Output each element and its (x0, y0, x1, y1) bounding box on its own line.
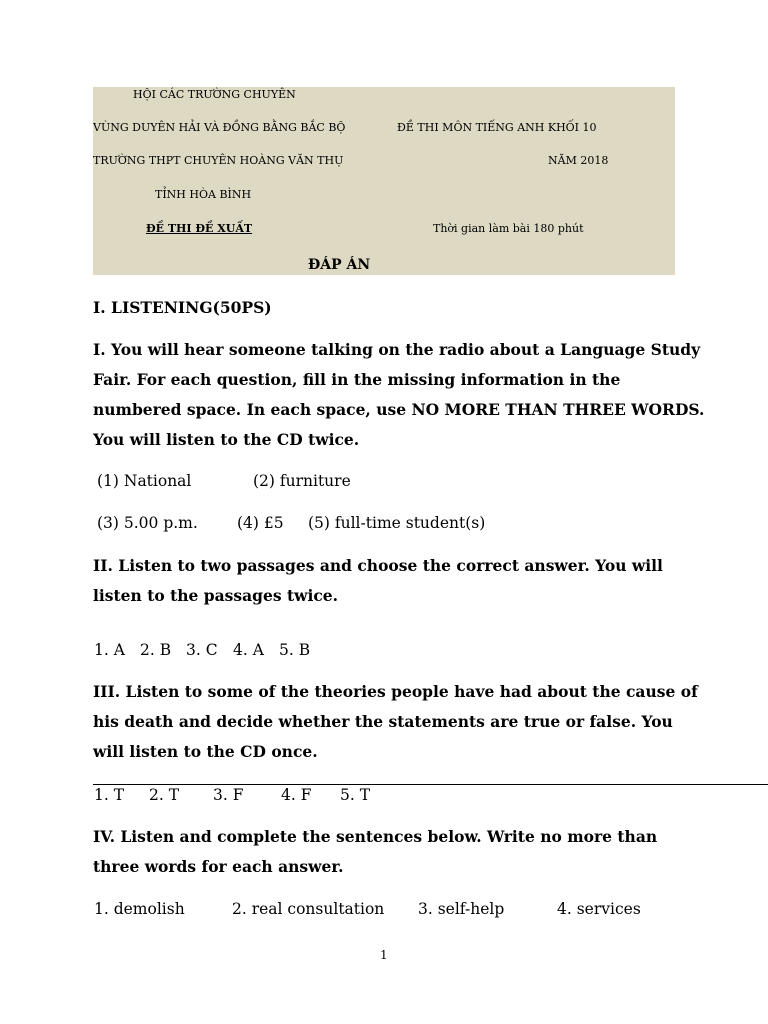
answer-item: (1) National (97, 472, 192, 490)
part3-instruction-line: will listen to the CD once. (93, 742, 318, 761)
header-org-line: HỘI CÁC TRƯỜNG CHUYÊN (133, 88, 296, 101)
part4-instruction-line: three words for each answer. (93, 857, 344, 876)
part2-instruction-line: listen to the passages twice. (93, 586, 339, 605)
answer-item: 4. services (557, 900, 641, 918)
page-title: ĐÁP ÁN (308, 257, 371, 273)
answer-item: 1. T (94, 786, 125, 804)
answer-item: (2) furniture (253, 472, 351, 490)
answer-item: 5. T (340, 786, 371, 804)
part1-instruction-line: You will listen to the CD twice. (93, 430, 360, 449)
answer-item: 3. F (213, 786, 244, 804)
part4-instruction-line: IV. Listen and complete the sentences below. Write no more than (93, 827, 658, 846)
answer-item: 1. A (94, 641, 125, 659)
header-region-line: VÙNG DUYÊN HẢI VÀ ĐỒNG BẰNG BẮC BỘ (93, 121, 346, 134)
part2-instruction-line: II. Listen to two passages and choose the correct answer. You will (93, 556, 663, 575)
answer-item: 2. real consultation (232, 900, 385, 918)
header-time-limit: Thời gian làm bài 180 phút (433, 222, 584, 235)
section-title: I. LISTENING(50PS) (93, 298, 272, 317)
answer-item: 1. demolish (94, 900, 185, 918)
answer-item: 3. C (186, 641, 218, 659)
answer-item: 3. self-help (418, 900, 505, 918)
answer-item: (4) £5 (237, 514, 284, 532)
answer-item: 4. A (233, 641, 264, 659)
header-box (93, 87, 675, 275)
header-year: NĂM 2018 (548, 154, 609, 167)
answer-item: 5. B (279, 641, 311, 659)
part3-instruction-line: III. Listen to some of the theories people have had about the cause of (93, 682, 698, 701)
answer-item: 4. F (281, 786, 312, 804)
header-exam-subject: ĐỀ THI MÔN TIẾNG ANH KHỐI 10 (397, 121, 597, 134)
answer-item: (5) full-time student(s) (308, 514, 486, 532)
answer-item: 2. T (149, 786, 180, 804)
header-province-line: TỈNH HÒA BÌNH (155, 188, 252, 201)
divider-line (93, 784, 768, 785)
page-number: 1 (380, 948, 388, 962)
part1-instruction-line: I. You will hear someone talking on the radio about a Language Study (93, 340, 701, 359)
answer-item: 2. B (140, 641, 172, 659)
answer-item: (3) 5.00 p.m. (97, 514, 198, 532)
part1-instruction-line: Fair. For each question, fill in the missing information in the (93, 370, 621, 389)
header-school-line: TRƯỜNG THPT CHUYÊN HOÀNG VĂN THỤ (93, 154, 344, 167)
part1-instruction-line: numbered space. In each space, use NO MORE THAN THREE WORDS. (93, 400, 705, 419)
header-proposed-exam: ĐỀ THI ĐỀ XUẤT (146, 222, 253, 235)
part3-instruction-line: his death and decide whether the statements are true or false. You (93, 712, 673, 731)
